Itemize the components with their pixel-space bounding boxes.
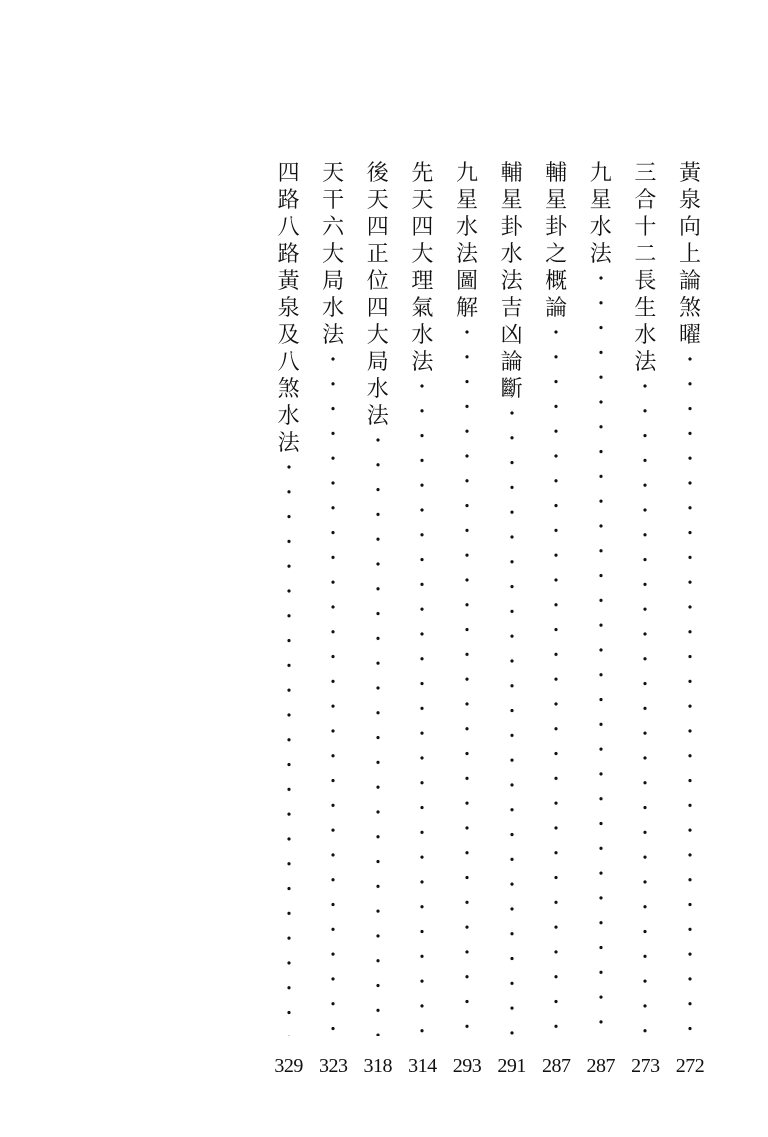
title-character: 九: [589, 161, 612, 186]
title-character: 正: [366, 242, 389, 267]
title-character: 水: [411, 323, 434, 348]
title-character: 法: [277, 431, 300, 456]
dot-leader: [287, 465, 291, 1036]
page-number: 323: [318, 1055, 348, 1077]
title-character: 概: [545, 269, 568, 294]
title-character: 之: [545, 242, 568, 267]
title-character: 三: [634, 161, 657, 186]
title-character: 四: [366, 296, 389, 321]
title-character: 法: [455, 242, 478, 267]
toc-entry: [360, 0, 396, 1137]
dot-leader: [420, 384, 424, 1036]
title-character: 天: [411, 188, 434, 213]
title-character: 八: [277, 215, 300, 240]
title-character: 水: [366, 377, 389, 402]
toc-entry: [271, 0, 307, 1137]
page-number: 287: [586, 1055, 616, 1077]
title-character: 黃: [277, 269, 300, 294]
toc-entry: [538, 0, 574, 1137]
title-character: 煞: [678, 296, 701, 321]
title-character: 輔: [500, 161, 523, 186]
title-character: 路: [277, 188, 300, 213]
title-character: 水: [634, 323, 657, 348]
title-character: 氣: [411, 296, 434, 321]
dot-leader: [643, 384, 647, 1036]
dot-leader: [510, 411, 514, 1036]
title-character: 合: [634, 188, 657, 213]
entry-title: [275, 160, 303, 457]
title-character: 解: [455, 296, 478, 321]
title-character: 星: [500, 188, 523, 213]
toc-entry: [583, 0, 619, 1137]
toc-entry: [627, 0, 663, 1137]
title-character: 法: [634, 350, 657, 375]
title-character: 星: [455, 188, 478, 213]
entry-title: [453, 160, 481, 322]
title-character: 輔: [545, 161, 568, 186]
title-character: 論: [500, 350, 523, 375]
title-character: 卦: [545, 215, 568, 240]
title-character: 長: [634, 269, 657, 294]
title-character: 大: [366, 323, 389, 348]
title-character: 論: [545, 296, 568, 321]
title-character: 局: [322, 269, 345, 294]
title-character: 後: [366, 161, 389, 186]
title-character: 位: [366, 269, 389, 294]
entry-title: [319, 160, 347, 349]
page-number: 318: [363, 1055, 393, 1077]
title-character: 先: [411, 161, 434, 186]
toc-entry: [494, 0, 530, 1137]
dot-leader: [331, 357, 335, 1036]
title-character: 干: [322, 188, 345, 213]
title-character: 水: [277, 404, 300, 429]
title-character: 法: [366, 404, 389, 429]
entry-title: [364, 160, 392, 430]
toc-entry: [449, 0, 485, 1137]
title-character: 向: [678, 215, 701, 240]
title-character: 星: [589, 188, 612, 213]
title-character: 天: [322, 161, 345, 186]
title-character: 論: [678, 269, 701, 294]
title-character: 凶: [500, 323, 523, 348]
title-character: 曜: [678, 323, 701, 348]
title-character: 局: [366, 350, 389, 375]
title-character: 斷: [500, 377, 523, 402]
title-character: 六: [322, 215, 345, 240]
title-character: 及: [277, 323, 300, 348]
entry-title: [631, 160, 659, 376]
page-number: 287: [541, 1055, 571, 1077]
title-character: 吉: [500, 296, 523, 321]
page-number: 329: [274, 1055, 303, 1077]
title-character: 二: [634, 242, 657, 267]
dot-leader: [465, 330, 469, 1036]
title-character: 水: [322, 296, 345, 321]
title-character: 法: [589, 242, 612, 267]
title-character: 天: [366, 188, 389, 213]
dot-leader: [688, 357, 692, 1036]
title-character: 上: [678, 242, 701, 267]
title-character: 大: [322, 242, 345, 267]
entry-title: [676, 160, 704, 349]
dot-leader: [599, 276, 603, 1036]
title-character: 水: [589, 215, 612, 240]
title-character: 泉: [277, 296, 300, 321]
title-character: 路: [277, 242, 300, 267]
title-character: 生: [634, 296, 657, 321]
title-character: 黃: [678, 161, 701, 186]
page-number: 273: [631, 1055, 660, 1077]
page-number: 272: [675, 1055, 705, 1077]
entry-title: [498, 160, 526, 403]
toc-entry: [672, 0, 708, 1137]
dot-leader: [554, 330, 558, 1036]
entry-title: [408, 160, 436, 376]
title-character: 法: [411, 350, 434, 375]
page-number: 314: [408, 1055, 437, 1077]
title-character: 四: [411, 215, 434, 240]
page-number: 291: [497, 1055, 526, 1077]
title-character: 八: [277, 350, 300, 375]
entry-title: [587, 160, 615, 268]
title-character: 星: [545, 188, 568, 213]
title-character: 九: [455, 161, 478, 186]
entry-title: [542, 160, 570, 322]
title-character: 四: [366, 215, 389, 240]
title-character: 水: [500, 242, 523, 267]
title-character: 大: [411, 242, 434, 267]
title-character: 十: [634, 215, 657, 240]
toc-entry: [404, 0, 440, 1137]
toc-entry: [315, 0, 351, 1137]
title-character: 泉: [678, 188, 701, 213]
title-character: 水: [455, 215, 478, 240]
title-character: 法: [322, 323, 345, 348]
title-character: 煞: [277, 377, 300, 402]
page-number: 293: [452, 1055, 482, 1077]
title-character: 圖: [455, 269, 478, 294]
title-character: 法: [500, 269, 523, 294]
title-character: 理: [411, 269, 434, 294]
title-character: 卦: [500, 215, 523, 240]
dot-leader: [376, 438, 380, 1036]
title-character: 四: [277, 161, 300, 186]
